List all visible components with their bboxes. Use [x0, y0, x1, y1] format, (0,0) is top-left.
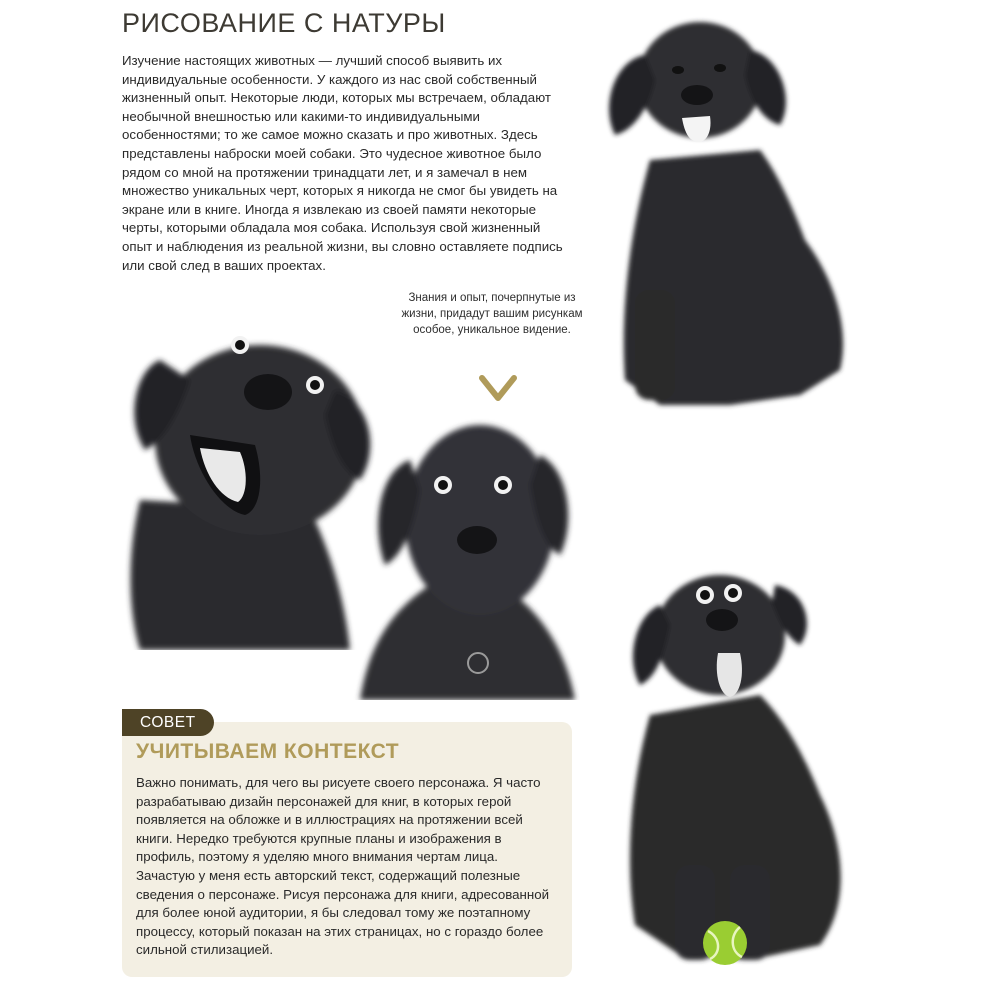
- dog-with-ball-sketch: [600, 565, 865, 980]
- front-dog-sketch: [350, 415, 580, 700]
- tip-heading: УЧИТЫВАЕМ КОНТЕКСТ: [136, 740, 400, 763]
- page-title: РИСОВАНИЕ С НАТУРЫ: [122, 8, 446, 38]
- sitting-dog-sketch: [590, 10, 860, 420]
- tip-badge: СОВЕТ: [122, 709, 214, 736]
- tip-text: Важно понимать, для чего вы рисуете своего персонажа. Я часто разрабатываю дизайн персонажей для книг, в которых герой появляется на обложке и в иллюстрациях на протяжении всей книги. Нередко требуются крупные планы и изображения в профиль, поэтому я уделяю много внимания чертам лица. Зачастую у меня есть авторский текст, содержащий полезные сведения о персонаже. Рисуя персонажа для книги, адресованной для более юной аудитории, я бы следовал тому же поэтапному процессу, который показан на этих страницах, но с гораздо более сильной стилизацией.: [136, 775, 550, 958]
- intro-paragraph: Изучение настоящих животных — лучший способ выявить их индивидуальные особенности. У каждого из нас свой собственный жизненный опыт. Некоторые люди, которых мы встречаем, обладают необычной внешностью или какими-то индивидуальными особенностями; то же самое можно сказать и про животных. Здесь представлены наброски моей собаки. Это чудесное животное было рядом со мной на протяжении тринадцати лет, и я замечал в нем множество уникальных черт, которых я никогда не смог бы увидеть на экране или в книге. Иногда я извлекаю из своей памяти некоторые черты, которыми обладала моя собака. Используя свой жизненный опыт и наблюдения из реальной жизни, вы словно оставляете подпись или свой след в ваших проектах.: [122, 53, 563, 273]
- sketch-caption: Знания и опыт, почерпнутые из жизни, придадут вашим рисункам особое, уникальное видение.: [401, 292, 583, 336]
- chevron-down-icon: [476, 372, 520, 408]
